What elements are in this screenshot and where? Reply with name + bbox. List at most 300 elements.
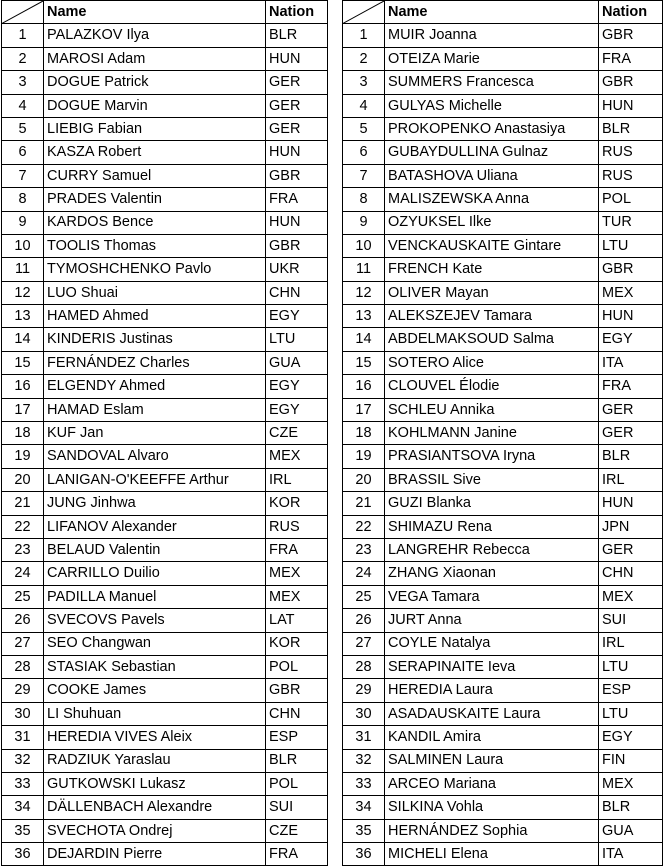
athlete-name-cell: GUTKOWSKI Lukasz: [44, 772, 266, 795]
rank-cell: 17: [2, 398, 44, 421]
athlete-name-cell: OTEIZA Marie: [385, 47, 599, 70]
nation-cell: POL: [266, 772, 328, 795]
nation-cell: EGY: [266, 375, 328, 398]
table-row: [2, 538, 328, 561]
rank-cell: 33: [2, 772, 44, 795]
table-row: [2, 422, 328, 445]
rank-cell: 21: [2, 492, 44, 515]
athlete-name-cell: MUIR Joanna: [385, 24, 599, 47]
athlete-name-cell: SHIMAZU Rena: [385, 515, 599, 538]
athlete-name-cell: HEREDIA VIVES Aleix: [44, 726, 266, 749]
athlete-name-cell: CLOUVEL Élodie: [385, 375, 599, 398]
table-row: [343, 585, 663, 608]
athlete-name-cell: TYMOSHCHENKO Pavlo: [44, 258, 266, 281]
nation-cell: LTU: [266, 328, 328, 351]
table-row: [2, 117, 328, 140]
nation-cell: HUN: [266, 141, 328, 164]
nation-cell: MEX: [599, 585, 663, 608]
table-row: [343, 71, 663, 94]
table-row: [2, 679, 328, 702]
rank-cell: 15: [343, 351, 385, 374]
athlete-name-cell: JUNG Jinhwa: [44, 492, 266, 515]
rank-cell: 33: [343, 772, 385, 795]
athlete-name-cell: KINDERIS Justinas: [44, 328, 266, 351]
table-row: [2, 234, 328, 257]
nation-cell: IRL: [599, 468, 663, 491]
athlete-name-cell: PRASIANTSOVA Iryna: [385, 445, 599, 468]
table-row: [2, 47, 328, 70]
table-row: [2, 398, 328, 421]
rank-cell: 9: [2, 211, 44, 234]
athlete-name-cell: ARCEO Mariana: [385, 772, 599, 795]
nation-cell: CZE: [266, 819, 328, 842]
table-row: [343, 702, 663, 725]
athlete-name-cell: GUBAYDULLINA Gulnaz: [385, 141, 599, 164]
nation-cell: UKR: [266, 258, 328, 281]
nation-cell: MEX: [599, 281, 663, 304]
athlete-name-cell: GUZI Blanka: [385, 492, 599, 515]
rank-cell: 34: [2, 796, 44, 819]
athlete-name-cell: ZHANG Xiaonan: [385, 562, 599, 585]
nation-cell: ESP: [599, 679, 663, 702]
table-row: [343, 117, 663, 140]
nation-cell: TUR: [599, 211, 663, 234]
athlete-name-cell: KASZA Robert: [44, 141, 266, 164]
nation-cell: SUI: [266, 796, 328, 819]
nation-cell: KOR: [266, 632, 328, 655]
athlete-name-cell: STASIAK Sebastian: [44, 655, 266, 678]
rank-cell: 14: [343, 328, 385, 351]
rank-cell: 26: [343, 609, 385, 632]
rank-cell: 8: [2, 188, 44, 211]
rank-cell: 16: [2, 375, 44, 398]
athlete-name-cell: KUF Jan: [44, 422, 266, 445]
table-row: [2, 375, 328, 398]
table-row: [343, 609, 663, 632]
rank-cell: 22: [2, 515, 44, 538]
nation-cell: RUS: [599, 164, 663, 187]
rank-cell: 29: [343, 679, 385, 702]
nation-cell: BLR: [599, 117, 663, 140]
rank-cell: 27: [2, 632, 44, 655]
table-row: [2, 796, 328, 819]
rank-cell: 20: [2, 468, 44, 491]
athlete-name-cell: SUMMERS Francesca: [385, 71, 599, 94]
rank-cell: 29: [2, 679, 44, 702]
nation-cell: POL: [599, 188, 663, 211]
nation-cell: LTU: [599, 655, 663, 678]
athlete-name-cell: SALMINEN Laura: [385, 749, 599, 772]
athlete-name-cell: CARRILLO Duilio: [44, 562, 266, 585]
rank-cell: 10: [2, 234, 44, 257]
rank-cell: 30: [343, 702, 385, 725]
nation-cell: BLR: [266, 24, 328, 47]
nation-cell: HUN: [266, 211, 328, 234]
nation-cell: GBR: [599, 71, 663, 94]
nation-cell: HUN: [599, 305, 663, 328]
header-row: [343, 1, 663, 24]
table-row: [343, 749, 663, 772]
table-row: [343, 398, 663, 421]
nation-header: Nation: [599, 1, 663, 24]
table-row: [2, 819, 328, 842]
women-ranking-table: [342, 0, 663, 866]
rank-cell: 31: [343, 726, 385, 749]
nation-cell: ITA: [599, 351, 663, 374]
table-row: [2, 445, 328, 468]
nation-cell: ITA: [599, 843, 663, 866]
table-row: [2, 468, 328, 491]
rank-cell: 25: [343, 585, 385, 608]
table-row: [2, 188, 328, 211]
rank-cell: 12: [2, 281, 44, 304]
nation-cell: LAT: [266, 609, 328, 632]
table-row: [2, 94, 328, 117]
athlete-name-cell: COOKE James: [44, 679, 266, 702]
nation-cell: POL: [266, 655, 328, 678]
nation-cell: GBR: [266, 234, 328, 257]
nation-cell: BLR: [599, 445, 663, 468]
table-row: [2, 211, 328, 234]
table-row: [2, 492, 328, 515]
nation-header: Nation: [266, 1, 328, 24]
nation-cell: MEX: [599, 772, 663, 795]
rank-cell: 3: [2, 71, 44, 94]
table-row: [2, 305, 328, 328]
nation-cell: HUN: [599, 94, 663, 117]
table-row: [343, 515, 663, 538]
name-header: Name: [44, 1, 266, 24]
nation-cell: GER: [266, 94, 328, 117]
table-row: [2, 281, 328, 304]
rank-cell: 18: [2, 422, 44, 445]
athlete-name-cell: SOTERO Alice: [385, 351, 599, 374]
nation-cell: CZE: [266, 422, 328, 445]
athlete-name-cell: HAMED Ahmed: [44, 305, 266, 328]
men-ranking-table: [1, 0, 328, 866]
table-row: [343, 632, 663, 655]
table-row: [343, 141, 663, 164]
table-row: [343, 679, 663, 702]
table-row: [343, 562, 663, 585]
athlete-name-cell: HERNÁNDEZ Sophia: [385, 819, 599, 842]
athlete-name-cell: DOGUE Patrick: [44, 71, 266, 94]
rank-cell: 20: [343, 468, 385, 491]
athlete-name-cell: VEGA Tamara: [385, 585, 599, 608]
name-header: Name: [385, 1, 599, 24]
rank-cell: 10: [343, 234, 385, 257]
rank-cell: 24: [343, 562, 385, 585]
rank-cell: 6: [2, 141, 44, 164]
table-row: [343, 796, 663, 819]
rank-cell: 23: [343, 538, 385, 561]
athlete-name-cell: LUO Shuai: [44, 281, 266, 304]
table-row: [343, 375, 663, 398]
table-row: [2, 351, 328, 374]
table-row: [2, 328, 328, 351]
nation-cell: BLR: [266, 749, 328, 772]
diagonal-slash: [2, 1, 43, 23]
athlete-name-cell: PRADES Valentin: [44, 188, 266, 211]
rank-cell: 32: [2, 749, 44, 772]
athlete-name-cell: LIEBIG Fabian: [44, 117, 266, 140]
nation-cell: GER: [599, 422, 663, 445]
rank-cell: 14: [2, 328, 44, 351]
table-row: [343, 492, 663, 515]
table-row: [343, 655, 663, 678]
athlete-name-cell: KANDIL Amira: [385, 726, 599, 749]
nation-cell: FRA: [266, 188, 328, 211]
athlete-name-cell: LI Shuhuan: [44, 702, 266, 725]
rank-cell: 2: [343, 47, 385, 70]
table-row: [2, 71, 328, 94]
nation-cell: EGY: [599, 328, 663, 351]
rank-cell: 21: [343, 492, 385, 515]
rank-cell: 28: [343, 655, 385, 678]
nation-cell: MEX: [266, 445, 328, 468]
header-row: [2, 1, 328, 24]
nation-cell: KOR: [266, 492, 328, 515]
athlete-name-cell: MALISZEWSKA Anna: [385, 188, 599, 211]
table-row: [2, 164, 328, 187]
athlete-name-cell: FRENCH Kate: [385, 258, 599, 281]
nation-cell: CHN: [266, 281, 328, 304]
diagonal-slash: [343, 1, 384, 23]
table-row: [2, 632, 328, 655]
athlete-name-cell: KOHLMANN Janine: [385, 422, 599, 445]
athlete-name-cell: SVECOVS Pavels: [44, 609, 266, 632]
nation-cell: HUN: [599, 492, 663, 515]
rank-cell: 9: [343, 211, 385, 234]
athlete-name-cell: SERAPINAITE Ieva: [385, 655, 599, 678]
rank-cell: 1: [343, 24, 385, 47]
rank-cell: 5: [2, 117, 44, 140]
table-row: [343, 258, 663, 281]
athlete-name-cell: VENCKAUSKAITE Gintare: [385, 234, 599, 257]
athlete-name-cell: HAMAD Eslam: [44, 398, 266, 421]
table-row: [2, 515, 328, 538]
table-row: [343, 24, 663, 47]
nation-cell: GER: [599, 398, 663, 421]
athlete-name-cell: RADZIUK Yaraslau: [44, 749, 266, 772]
nation-cell: BLR: [599, 796, 663, 819]
nation-cell: GER: [266, 117, 328, 140]
rank-cell: 1: [2, 24, 44, 47]
table-row: [2, 585, 328, 608]
nation-cell: FRA: [599, 47, 663, 70]
nation-cell: MEX: [266, 562, 328, 585]
men-ranking-rows: [2, 24, 328, 866]
rank-cell: 34: [343, 796, 385, 819]
nation-cell: FRA: [599, 375, 663, 398]
nation-cell: FRA: [266, 843, 328, 866]
header-corner-cell: [343, 1, 385, 24]
table-row: [343, 445, 663, 468]
rank-cell: 30: [2, 702, 44, 725]
athlete-name-cell: ELGENDY Ahmed: [44, 375, 266, 398]
athlete-name-cell: SVECHOTA Ondrej: [44, 819, 266, 842]
athlete-name-cell: MICHELI Elena: [385, 843, 599, 866]
nation-cell: MEX: [266, 585, 328, 608]
table-row: [2, 562, 328, 585]
rank-cell: 5: [343, 117, 385, 140]
nation-cell: CHN: [599, 562, 663, 585]
rank-cell: 17: [343, 398, 385, 421]
table-row: [343, 328, 663, 351]
rank-cell: 12: [343, 281, 385, 304]
nation-cell: EGY: [599, 726, 663, 749]
nation-cell: IRL: [266, 468, 328, 491]
table-row: [2, 843, 328, 866]
table-row: [2, 655, 328, 678]
nation-cell: EGY: [266, 398, 328, 421]
women-ranking-rows: [343, 24, 663, 866]
nation-cell: FIN: [599, 749, 663, 772]
nation-cell: GUA: [266, 351, 328, 374]
nation-cell: GUA: [599, 819, 663, 842]
table-row: [343, 843, 663, 866]
athlete-name-cell: FERNÁNDEZ Charles: [44, 351, 266, 374]
rank-cell: 11: [2, 258, 44, 281]
nation-cell: HUN: [266, 47, 328, 70]
rank-cell: 35: [343, 819, 385, 842]
rank-cell: 13: [2, 305, 44, 328]
athlete-name-cell: OLIVER Mayan: [385, 281, 599, 304]
nation-cell: LTU: [599, 702, 663, 725]
nation-cell: EGY: [266, 305, 328, 328]
rank-cell: 11: [343, 258, 385, 281]
table-row: [343, 47, 663, 70]
rank-cell: 32: [343, 749, 385, 772]
nation-cell: GBR: [266, 164, 328, 187]
rank-cell: 36: [2, 843, 44, 866]
rank-cell: 35: [2, 819, 44, 842]
athlete-name-cell: PALAZKOV Ilya: [44, 24, 266, 47]
athlete-name-cell: SANDOVAL Alvaro: [44, 445, 266, 468]
table-row: [343, 211, 663, 234]
rank-cell: 6: [343, 141, 385, 164]
nation-cell: FRA: [266, 538, 328, 561]
table-row: [343, 351, 663, 374]
table-row: [2, 749, 328, 772]
rank-cell: 3: [343, 71, 385, 94]
table-row: [2, 609, 328, 632]
nation-cell: GBR: [266, 679, 328, 702]
table-row: [343, 819, 663, 842]
athlete-name-cell: TOOLIS Thomas: [44, 234, 266, 257]
rank-cell: 13: [343, 305, 385, 328]
athlete-name-cell: HEREDIA Laura: [385, 679, 599, 702]
table-row: [2, 24, 328, 47]
athlete-name-cell: LIFANOV Alexander: [44, 515, 266, 538]
table-row: [343, 422, 663, 445]
nation-cell: GBR: [599, 258, 663, 281]
rank-cell: 26: [2, 609, 44, 632]
header-corner-cell: [2, 1, 44, 24]
rank-cell: 22: [343, 515, 385, 538]
athlete-name-cell: MAROSI Adam: [44, 47, 266, 70]
rank-cell: 7: [2, 164, 44, 187]
table-row: [2, 141, 328, 164]
rank-cell: 25: [2, 585, 44, 608]
rank-cell: 16: [343, 375, 385, 398]
rank-cell: 27: [343, 632, 385, 655]
athlete-name-cell: CURRY Samuel: [44, 164, 266, 187]
athlete-name-cell: SILKINA Vohla: [385, 796, 599, 819]
rank-cell: 4: [343, 94, 385, 117]
nation-cell: IRL: [599, 632, 663, 655]
nation-cell: CHN: [266, 702, 328, 725]
athlete-name-cell: DOGUE Marvin: [44, 94, 266, 117]
nation-cell: LTU: [599, 234, 663, 257]
rank-cell: 18: [343, 422, 385, 445]
table-row: [343, 538, 663, 561]
rank-cell: 23: [2, 538, 44, 561]
athlete-name-cell: LANGREHR Rebecca: [385, 538, 599, 561]
athlete-name-cell: BELAUD Valentin: [44, 538, 266, 561]
table-row: [343, 468, 663, 491]
table-row: [343, 164, 663, 187]
table-row: [2, 772, 328, 795]
table-row: [343, 188, 663, 211]
athlete-name-cell: JURT Anna: [385, 609, 599, 632]
nation-cell: GER: [266, 71, 328, 94]
rank-cell: 7: [343, 164, 385, 187]
rank-cell: 28: [2, 655, 44, 678]
nation-cell: GBR: [599, 24, 663, 47]
athlete-name-cell: LANIGAN-O'KEEFFE Arthur: [44, 468, 266, 491]
athlete-name-cell: PADILLA Manuel: [44, 585, 266, 608]
athlete-name-cell: BATASHOVA Uliana: [385, 164, 599, 187]
athlete-name-cell: DEJARDIN Pierre: [44, 843, 266, 866]
athlete-name-cell: ALEKSZEJEV Tamara: [385, 305, 599, 328]
nation-cell: JPN: [599, 515, 663, 538]
table-row: [343, 281, 663, 304]
athlete-name-cell: ABDELMAKSOUD Salma: [385, 328, 599, 351]
rank-cell: 2: [2, 47, 44, 70]
table-row: [2, 726, 328, 749]
rank-cell: 31: [2, 726, 44, 749]
rank-cell: 24: [2, 562, 44, 585]
rank-cell: 36: [343, 843, 385, 866]
athlete-name-cell: COYLE Natalya: [385, 632, 599, 655]
athlete-name-cell: OZYUKSEL Ilke: [385, 211, 599, 234]
rank-cell: 4: [2, 94, 44, 117]
athlete-name-cell: KARDOS Bence: [44, 211, 266, 234]
rank-cell: 19: [343, 445, 385, 468]
table-row: [343, 726, 663, 749]
athlete-name-cell: SEO Changwan: [44, 632, 266, 655]
table-row: [343, 234, 663, 257]
table-row: [343, 94, 663, 117]
nation-cell: SUI: [599, 609, 663, 632]
athlete-name-cell: GULYAS Michelle: [385, 94, 599, 117]
athlete-name-cell: DÄLLENBACH Alexandre: [44, 796, 266, 819]
rank-cell: 19: [2, 445, 44, 468]
table-row: [2, 702, 328, 725]
rank-cell: 8: [343, 188, 385, 211]
nation-cell: GER: [599, 538, 663, 561]
athlete-name-cell: SCHLEU Annika: [385, 398, 599, 421]
nation-cell: RUS: [599, 141, 663, 164]
rank-cell: 15: [2, 351, 44, 374]
table-row: [343, 305, 663, 328]
nation-cell: RUS: [266, 515, 328, 538]
table-row: [343, 772, 663, 795]
athlete-name-cell: PROKOPENKO Anastasiya: [385, 117, 599, 140]
nation-cell: ESP: [266, 726, 328, 749]
table-row: [2, 258, 328, 281]
